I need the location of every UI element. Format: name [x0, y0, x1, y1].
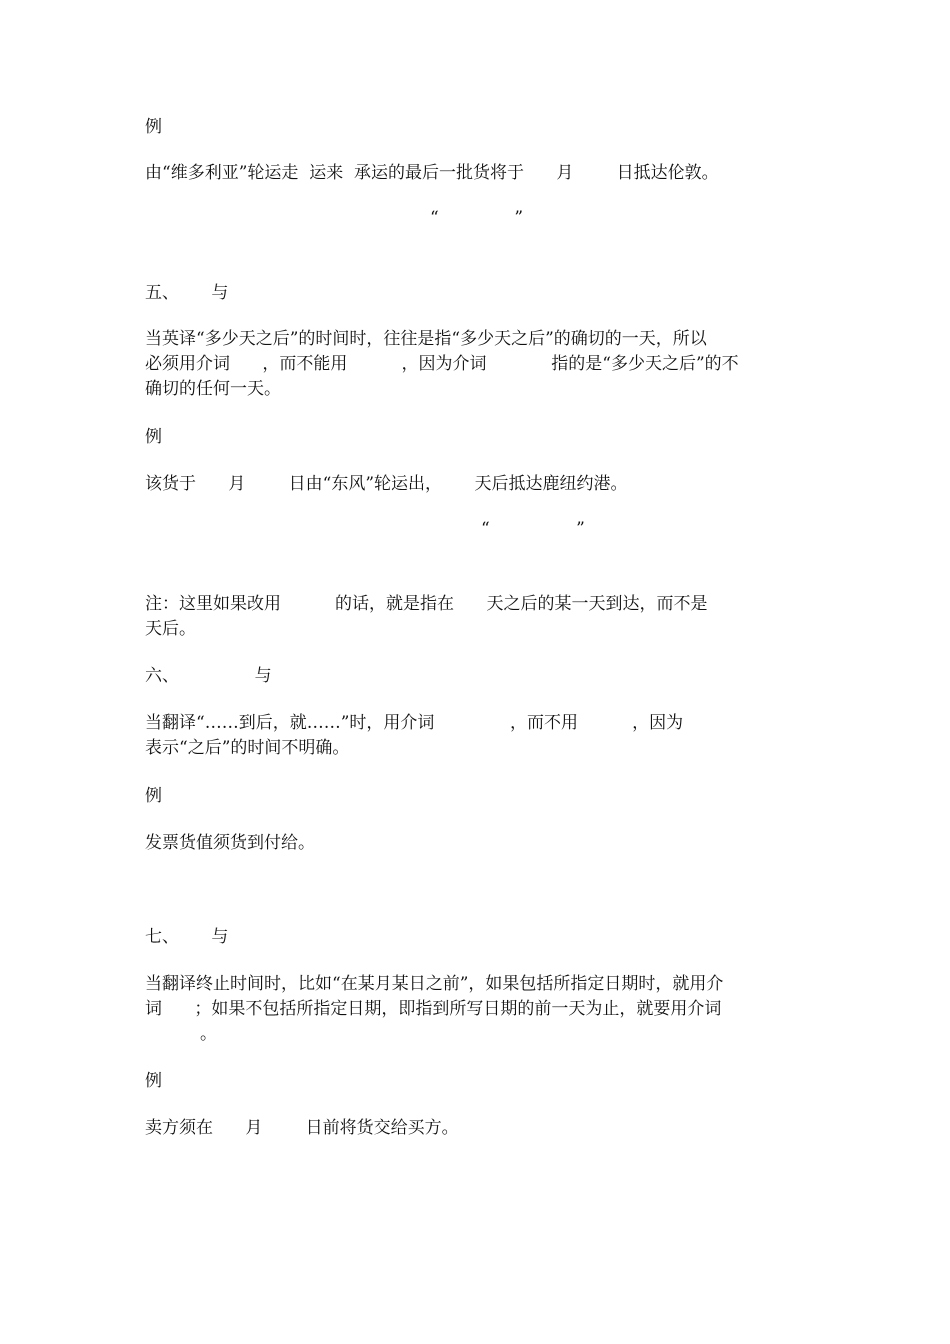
section-heading-6: 六、 与	[145, 666, 272, 686]
section-5-text-line-1: 当英译“多少天之后”的时间时，往往是指“多少天之后”的确切的一天，所以	[145, 329, 707, 349]
example-sentence-1: 由“维多利亚”轮运走 运来 承运的最后一批货将于 月 日抵达伦敦。	[145, 163, 719, 183]
example-label-1: 例	[145, 117, 162, 137]
section-heading-5: 五、 与	[145, 283, 229, 303]
example-sentence-2: 该货于 月 日由“东风”轮运出， 天后抵达鹿纽约港。	[145, 474, 628, 494]
section-5-text-line-2: 必须用介词 ，而不能用 ，因为介词 指的是“多少天之后”的不	[145, 354, 739, 374]
translation-quote-2: “ ”	[481, 519, 585, 539]
example-label-2: 例	[145, 427, 162, 447]
example-sentence-3: 发票货值须货到付给。	[145, 833, 315, 853]
translation-quote-1: “ ”	[430, 208, 524, 228]
section-7-text-line-1: 当翻译终止时间时，比如“在某月某日之前”，如果包括所指定日期时，就用介	[145, 974, 724, 994]
section-heading-7: 七、 与	[145, 927, 229, 947]
section-6-text-line-1: 当翻译“……到后，就……”时，用介词 ，而不用 ，因为	[145, 713, 684, 733]
section-7-text-line-3: 。	[200, 1024, 217, 1044]
example-sentence-4: 卖方须在 月 日前将货交给买方。	[145, 1118, 459, 1138]
section-5-text-line-3: 确切的任何一天。	[145, 379, 281, 399]
note-line-2: 天后。	[145, 619, 196, 639]
example-label-3: 例	[145, 786, 162, 806]
note-line-1: 注：这里如果改用 的话，就是指在 天之后的某一天到达，而不是	[145, 594, 708, 614]
example-label-4: 例	[145, 1071, 162, 1091]
section-7-text-line-2: 词 ；如果不包括所指定日期，即指到所写日期的前一天为止，就要用介词	[145, 999, 722, 1019]
section-6-text-line-2: 表示“之后”的时间不明确。	[145, 738, 350, 758]
